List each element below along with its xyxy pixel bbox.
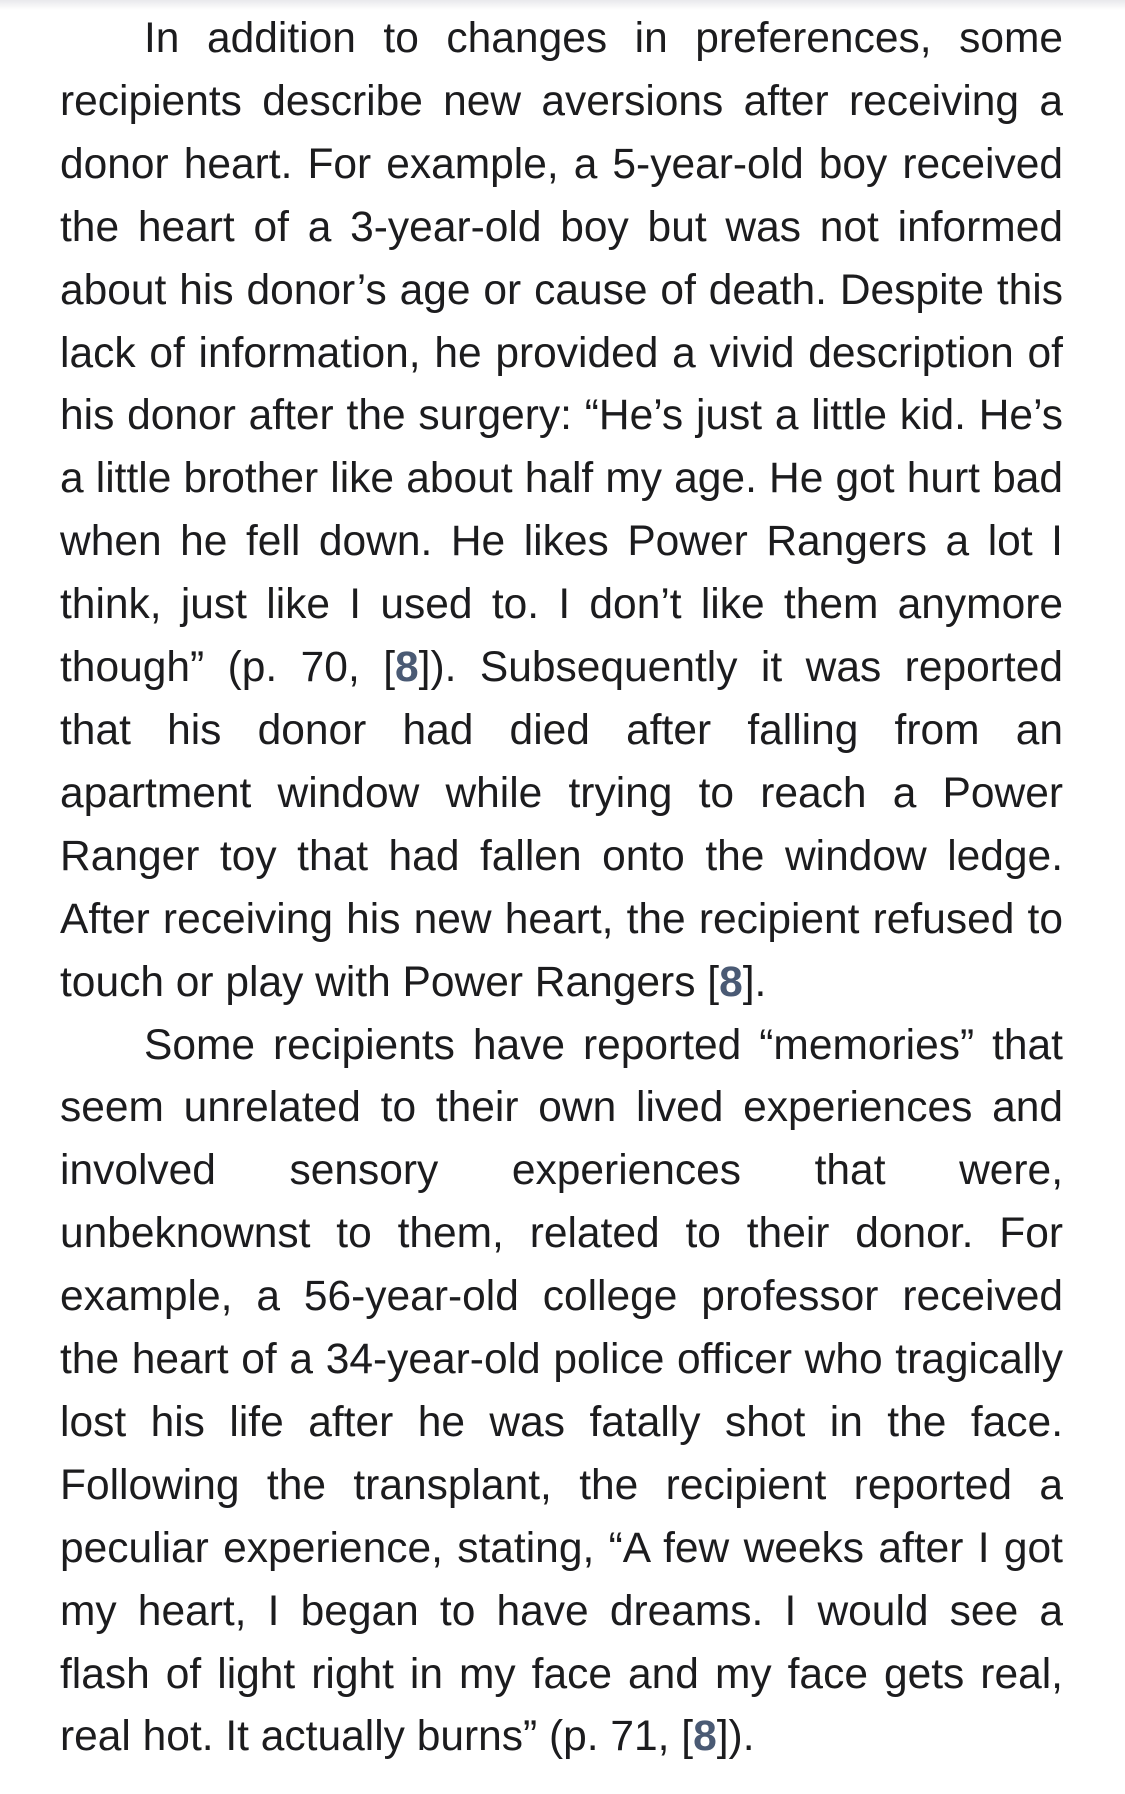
reference-link-8[interactable]: 8 (719, 958, 743, 1006)
text-segment: Some recipients have reported “memories” that seem unrelated to their own lived experiences and involved sensory experiences that were, unbeknownst to them, related to their donor. For example, a 56-year-old college professor received the heart of a 34-year-old police officer who tragically lost his life after he was fatally shot in the face. Following the transplant, the recipient reported a peculiar experience, stating, “A few weeks after I got my heart, I began to have dreams. I would see a flash of light right in my face and my face gets real, real hot. It actually burns” (p. 71, [ (60, 1021, 1063, 1761)
paragraph-memories (60, 1015, 1063, 1770)
reference-link-8[interactable]: 8 (395, 644, 419, 692)
paragraph-aversions (60, 8, 1063, 1015)
reference-link-8[interactable]: 8 (693, 1713, 717, 1761)
text-segment: In addition to changes in preferences, some recipients describe new aversions after receiving a donor heart. For example, a 5-year-old boy received the heart of a 3-year-old boy but was not informed about his donor’s age or cause of death. Despite this lack of information, he provided a vivid description of his donor after the surgery: “He’s just a little kid. He’s a little brother like about half my age. He got hurt bad when he fell down. He likes Power Rangers a lot I think, just like I used to. I don’t like them anymore though” (p. 70, [ (60, 15, 1063, 692)
text-segment: ]). Subsequently it was reported that his donor had died after falling from an apartment window while trying to reach a Power Ranger toy that had fallen onto the window ledge. After receiving his new heart, the recipient refused to touch or play with Power Rangers [ (60, 644, 1063, 1006)
text-segment: ]. (742, 958, 767, 1006)
article-body (60, 8, 1063, 1769)
text-segment: ]). (716, 1713, 755, 1761)
